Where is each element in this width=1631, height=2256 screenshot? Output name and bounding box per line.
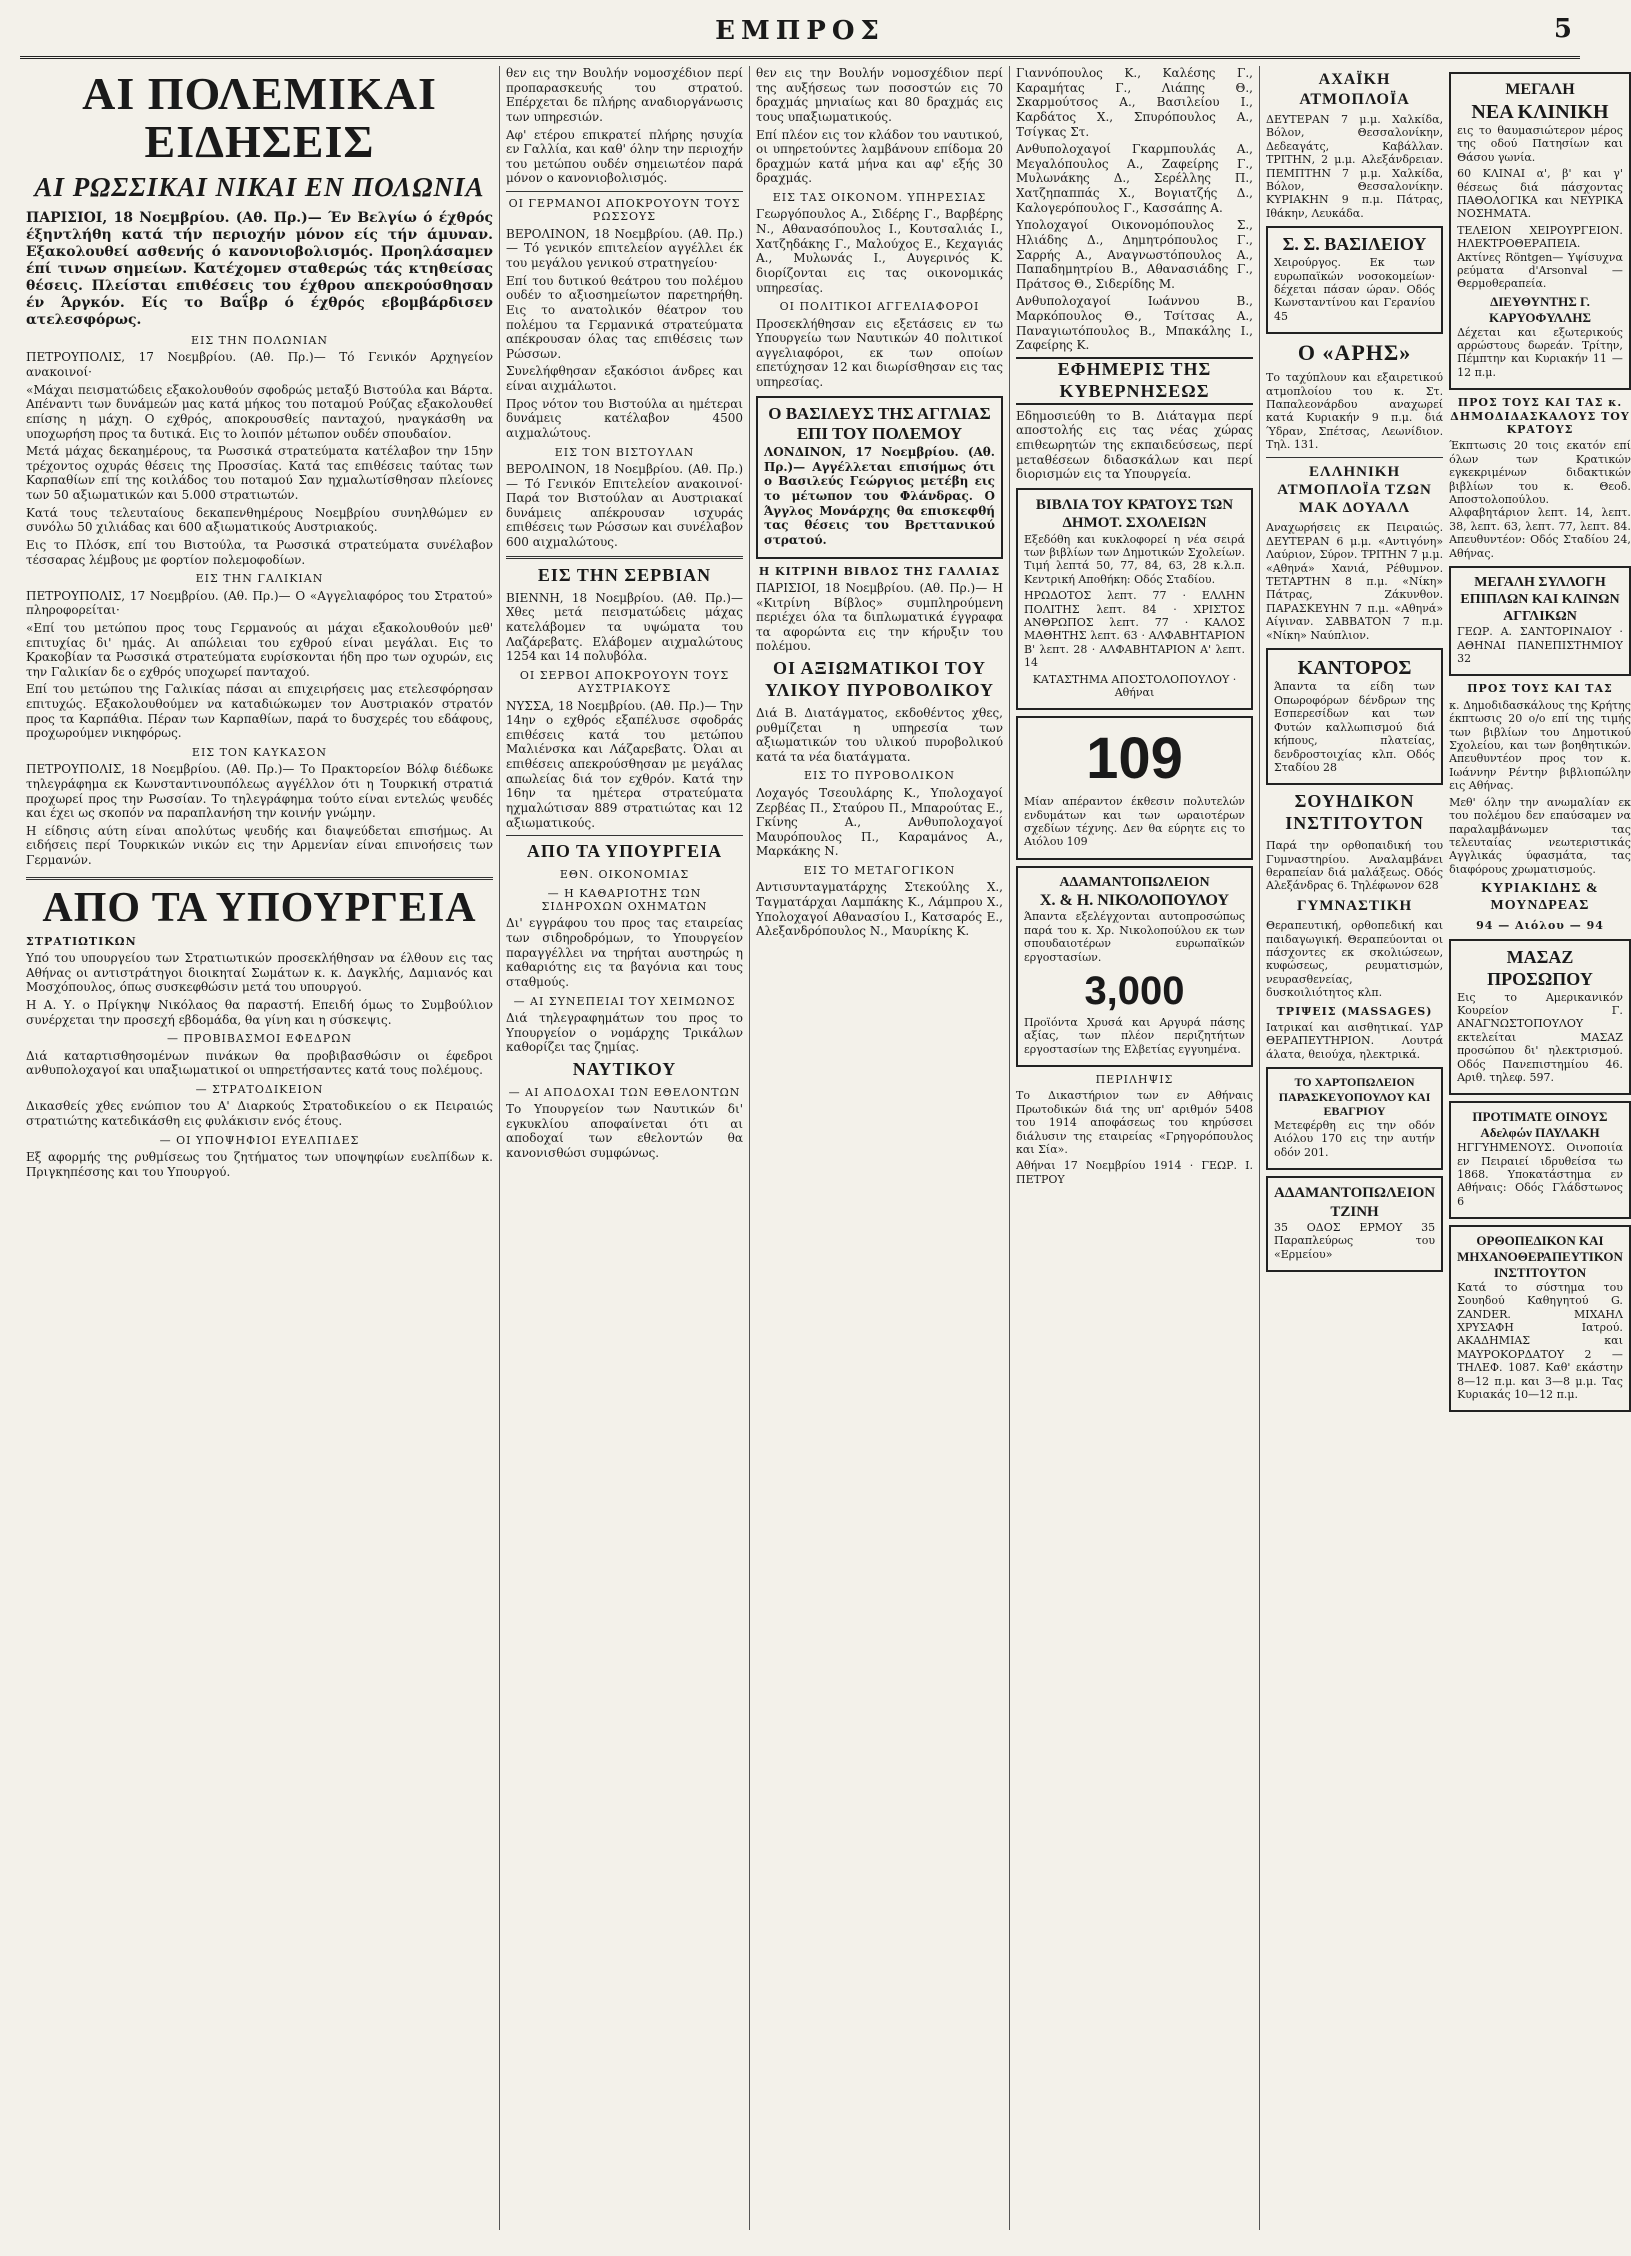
article-paragraph: Εξ αφορμής της ρυθμίσεως του ζητήματος των υποψηφίων ευελπίδων κ. Πριγκηπέσσης και του Υπουργού. xyxy=(26,1150,493,1179)
article-paragraph: Ανθυπολοχαγοί Γκαρμπουλάς Α., Μεγαλόπουλος Α., Ζαφείρης Γ., Μυλωνάκης Δ., Σερέλλης Π., Χατζηπαππάς Χ., Βογιατζής Δ., Καλογερόπουλος Γ., Κασσάπης Α. xyxy=(1016,142,1253,215)
ad-address: ΚΑΤΑΣΤΗΜΑ ΑΠΟΣΤΟΛΟΠΟΥΛΟΥ · Αθήναι xyxy=(1032,672,1237,699)
article-paragraph: ΠΕΤΡΟΥΠΟΛΙΣ, 17 Νοεμβρίου. (Αθ. Πρ.)— Ο «Αγγελιαφόρος του Στρατού» πληροφορείται· xyxy=(26,588,493,618)
divider xyxy=(506,191,743,192)
divider xyxy=(506,556,743,559)
box-title: Ο ΒΑΣΙΛΕΥΣ ΤΗΣ ΑΓΓΛΙΑΣ ΕΠΙ ΤΟΥ ΠΟΛΕΜΟΥ xyxy=(768,403,991,444)
article-paragraph: Υπό του υπουργείου των Στρατιωτικών προσεκλήθησαν να έλθουν εις τας Αθήνας οι αντιστράτηγοι διοικηταί Σωμάτων κ. κ. Δαγκλής, Δαμιανός και Μοσχόπουλος, όπως συσκεφθώσιν μετά του υπουργού. xyxy=(26,951,493,995)
ad-text: ΗΓΓΥΗΜΕΝΟΥΣ. Οινοποιία εν Πειραιεί ιδρυθείσα τω 1868. Υποκατάστημα εν Αθήναις: Οδός Γλάδστωνος 6 xyxy=(1457,1141,1623,1208)
ad-text: Εις το Αμερικανικόν Κουρείον Γ. ΑΝΑΓΝΩΣΤΟΠΟΥΛΟΥ εκτελείται ΜΑΣΑΖ προσώπου δι' ηλεκτρισμού. Οδός Πανεπιστημίου 46. Αριθ. τηλεφ. 597. xyxy=(1457,990,1623,1085)
section-title: — ΠΡΟΒΙΒΑΣΜΟΙ ΕΦΕΔΡΩΝ xyxy=(166,1032,353,1046)
ad-title: ΣΟΥΗΔΙΚΟΝ ΙΝΣΤΙΤΟΥΤΟΝ xyxy=(1285,791,1424,834)
ad-title: ΠΡΟΣ ΤΟΥΣ ΚΑΙ ΤΑΣ xyxy=(1467,682,1613,696)
ad-title: Σ. Σ. ΒΑΣΙΛΕΙΟΥ xyxy=(1282,234,1427,255)
ad-text: Μεθ' όλην την ανωμαλίαν εκ του πολέμου δεν επαύσαμεν να παραλαμβάνωμεν τας τελευταίας νεωτεριστικάς Αγγλικάς ύφασμάτα, τας διαφόρους χρωματισμούς. xyxy=(1449,795,1631,876)
ad-text: Κατά το σύστημα του Σουηδού Καθηγητού G. ZANDER. ΜΙΧΑΗΛ ΧΡΥΣΑΦΗ Ιατρού. ΑΚΑΔΗΜΙΑΣ και ΜΑΥΡΟΚΟΡΔΑΤΟΥ 2 — ΤΗΛΕΦ. 1087. Καθ' εκάστην 8—12 π.μ. και 3—8 μ.μ. Τας Κυριακάς 10—12 π.μ. xyxy=(1457,1280,1623,1402)
section-title: ΟΙ ΣΕΡΒΟΙ ΑΠΟΚΡΟΥΟΥΝ ΤΟΥΣ ΑΥΣΤΡΙΑΚΟΥΣ xyxy=(519,668,730,696)
column-1 xyxy=(20,66,500,2230)
ad-text: Έκπτωσις 20 τοις εκατόν επί όλων των Κρατικών εγκεκριμένων διδακτικών βιβλίων του κ. Θεοδ. Αποστολοπούλου. Αλφαβητάριον λεπτ. 14, λεπτ. 38, λεπτ. 63, λεπτ. 77, λεπτ. 84. Απευθυντέον: Οδός Σταδίου 24, Αθήνας. xyxy=(1449,439,1631,560)
ad-title: ΑΔΑΜΑΝΤΟΠΩΛΕΙΟΝ xyxy=(1059,874,1210,890)
ad-title: ΠΡΟΣ ΤΟΥΣ ΚΑΙ ΤΑΣ κ. ΔΗΜΟΔΙΔΑΣΚΑΛΟΥΣ ΤΟΥ ΚΡΑΤΟΥΣ xyxy=(1450,396,1630,436)
ad-title: Ο «ΑΡΗΣ» xyxy=(1297,340,1412,366)
section-headline: ΑΠΟ ΤΑ ΥΠΟΥΡΓΕΙΑ xyxy=(526,841,723,862)
article-paragraph: ΒΙΕΝΝΗ, 18 Νοεμβρίου. (Αθ. Πρ.)— Χθες μετά πεισματώδεις μάχας κατελάβομεν τα υψώματα του Λαζάρεβατς. Ελάβομεν αιχμαλώτους 1254 και 14 πολυβόλα. xyxy=(506,590,743,664)
section-headline: ΕΙΣ ΤΗΝ ΣΕΡΒΙΑΝ xyxy=(537,564,712,585)
article-paragraph: Διά Β. Διατάγματος, εκδοθέντος χθες, ρυθμίζεται η υπηρεσία των αξιωματικών του υλικού πυροβολικού κατά τα νέα διατάγματα. xyxy=(756,705,1003,764)
article-paragraph: Διά τηλεγραφημάτων του προς το Υπουργείον ο νομάρχης Τρικάλων καθορίζει τας ζημίας. xyxy=(506,1010,743,1055)
section-title: ΣΤΡΑΤΙΩΤΙΚΩΝ xyxy=(26,934,137,948)
article-paragraph: ΠΕΤΡΟΥΠΟΛΙΣ, 17 Νοεμβρίου. (Αθ. Πρ.)— Τό Γενικόν Αρχηγείον ανακοινοί· xyxy=(26,350,493,380)
ad-text: κ. Δημοδιδασκάλους της Κρήτης έκπτωσις 20 ο/ο επί της τιμής των βιβλίων του Δημοτικού Σχολείου, και των βοηθητικών. Απευθυντέον προς τον κ. Ιωάννην Ρέντην βιβλιοπώλην εις Αθήνας. xyxy=(1449,698,1631,793)
column-5 xyxy=(1260,66,1631,2230)
article-paragraph: Ανθυπολοχαγοί Ιωάννου Β., Μαρκόπουλος Θ., Τσίτσας Α., Παναγιωτόπουλος Β., Μπακάλης Ι., Ζαφείρης Κ. xyxy=(1016,294,1253,353)
ad-text: Προϊόντα Χρυσά και Αργυρά πάσης αξίας, των πλέον περιζητήτων εργοστασίων της Ελβετίας εγγυημένα. xyxy=(1024,1015,1245,1056)
article-paragraph: ΝΥΣΣΑ, 18 Νοεμβρίου. (Αθ. Πρ.)— Την 14ην ο εχθρός εξαπέλυσε σφοδράς επιθέσεις κατά του μετώπου Μαλιένσκα και Λάζαρεβατς. Όλαι αι επιθέσεις απεκρούσθησαν με μεγάλας απωλείας διά τον εχθρόν. Κατά την 16ην τα ημέτερα στρατεύματα ηχμαλώτισαν 889 στρατιώτας και 12 αξιωματικούς. xyxy=(506,698,743,830)
ad-title: Χ. & Η. ΝΙΚΟΛΟΠΟΥΛΟΥ xyxy=(1039,891,1230,909)
article-paragraph: Επί του δυτικού θεάτρου του πολέμου ουδέν το αξιοσημείωτον παρετηρήθη. Εις το ανατολικόν θέατρον του πολέμου τα Γερμανικά στρατεύματα απέκρουσαν όλας τας επιθέσεις των Ρώσσων. xyxy=(506,273,743,361)
ad-orthopedic xyxy=(1449,1225,1631,1412)
ad-109 xyxy=(1016,716,1253,859)
section-title: ΕΘΝ. ΟΙΚΟΝΟΜΙΑΣ xyxy=(559,868,690,882)
article-paragraph: ΠΕΤΡΟΥΠΟΛΙΣ, 18 Νοεμβρίου. (Αθ. Πρ.)— Το Πρακτορείον Βόλφ διέδωκε τηλεγράφημα εκ Κωνσταντινουπόλεως αγγέλλον ότι η Τουρκική στρατιά προχωρεί προς την Ρωσσίαν. Το τηλεγράφημα τούτο είναι εντελώς ψευδές και έχει ως σκοπόν να παραπλανήση την κοινήν γνώμην. xyxy=(26,762,493,821)
article-paragraph: Προς νότον του Βιστούλα αι ημέτεραι δυνάμεις κατέλαβον 4500 αιχμαλώτους. xyxy=(506,396,743,440)
article-paragraph: ΒΕΡΟΛΙΝΟΝ, 18 Νοεμβρίου. (Αθ. Πρ.)— Τό Γενικόν Επιτελείον ανακοινοί· Παρά τον Βιστούλαν αι Αυστριακαί δυνάμεις απέκρουσαν ισχυράς επιθέσεις των Ρώσσων και συνέλαβον 600 αιχμαλώτους. xyxy=(506,461,743,550)
ad-text: Μίαν απέραντον έκθεσιν πολυτελών ενδυμάτων και των ωραιοτέρων σχεδίων τέχνης. Δεν θα εύρητε εις το Αιόλου 109 xyxy=(1024,795,1245,849)
divider xyxy=(26,877,493,880)
signature: Αθήναι 17 Νοεμβρίου 1914 · ΓΕΩΡ. Ι. ΠΕΤΡΟΥ xyxy=(1016,1159,1253,1186)
ad-text: Άπαντα τα είδη των Οπωροφόρων δένδρων της Εσπερεσίδων και των Φυτών καλλωπισμού διά κήπους, πλατείας, δενδροστοιχίας κλπ. Οδός Σταδίου 28 xyxy=(1274,680,1436,774)
ad-stationery xyxy=(1266,1067,1443,1170)
section-title: ΕΙΣ ΤΟ ΠΥΡΟΒΟΛΙΚΟΝ xyxy=(803,769,956,783)
box-text: ΛΟΝΔΙΝΟΝ, 17 Νοεμβρίου. (Αθ. Πρ.)— Αγγέλλεται επισήμως ότι ο Βασιλεύς Γεώργιος μετέβη εις το μέτωπον του Φλάνδρας. Ο Άγγλος Μονάρχης θα επισκεφθή τας θέσεις του Βρεττανικού στρατού. xyxy=(764,445,995,547)
ad-clinic xyxy=(1449,72,1631,390)
main-headline: ΑΙ ΠΟΛΕΜΙΚΑΙ ΕΙΔΗΣΕΙΣ xyxy=(82,68,437,168)
ad-address: 94 — Αιόλου — 94 xyxy=(1476,919,1604,933)
article-paragraph: ΠΑΡΙΣΙΟΙ, 18 Νοεμβρίου. (Αθ. Πρ.)— Η «Κιτρίνη Βίβλος» συμπληρούμενη περιέχει όλα τα διπλωματικά έγγραφα τα αφορώντα εις την κήρυξιν του πολέμου. xyxy=(756,580,1003,654)
article-paragraph: «Επί του μετώπου προς τους Γερμανούς αι μάχαι εξακολουθούν μεθ' επιτυχίας δι' ημάς. Αι απώλειαι του εχθρού είναι μεγάλαι. Εις το Κρακοβίαν τα Ρωσσικά στρατεύματα ευρίσκονται ήδη προ των οχυρών, εις την Γαλικίαν δε ο εχθρός υποχωρεί πανταχού. xyxy=(26,620,493,679)
article-paragraph: Μετά μάχας δεκαημέρους, τα Ρωσσικά στρατεύματα κατέλαβον την 15ην τρέχοντος οχυράς θέσεις της Προσσίας. Κατά τας επιθέσεις ταύτας των Καρπαθίων επί της κοιλάδος του ποταμού Σαν ηχμαλωτίσθησαν πλείονες των 50 αξιωματικών και 5.000 στρατιωτών. xyxy=(26,444,493,503)
ministries-headline: ΑΠΟ ΤΑ ΥΠΟΥΡΓΕΙΑ xyxy=(42,884,477,931)
news-box xyxy=(756,396,1003,559)
newspaper-title: ΕΜΠΡΟΣ xyxy=(715,16,885,46)
article-paragraph: Η Α. Υ. ο Πρίγκηψ Νικόλαος θα παραστή. Επειδή όμως το Συμβούλιον συνέρχεται την προσεχή εβδομάδα, θα γίνη και η σύσκεψις. xyxy=(26,998,493,1027)
ad-kantoros xyxy=(1266,648,1443,785)
article-paragraph: Υπολοχαγοί Οικονομόπουλος Σ., Ηλιάδης Δ., Δημητρόπουλος Γ., Σαρρής Α., Αναγνωστόπουλος Α., Παπαδημητρίου Β., Αθανασιάδης Γ., Πράτσος Θ., Σιδερίδης Μ. xyxy=(1016,218,1253,291)
section-title: ΕΙΣ ΤΗΝ ΓΑΛΙΚΙΑΝ xyxy=(195,572,324,586)
ad-text: ΓΕΩΡ. Α. ΣΑΝΤΟΡΙΝΑΙΟΥ · ΑΘΗΝΑΙ ΠΑΝΕΠΙΣΤΗΜΙΟΥ 32 xyxy=(1457,625,1623,666)
article-paragraph: Αφ' ετέρου επικρατεί πλήρης ησυχία εν Γαλλία, και καθ' όλην την περιοχήν του μετώπου ουδέν σημειωτέον παρά μόνον ο κανονιοβολισμός. xyxy=(506,127,743,186)
sub-headline: ΑΙ ΡΩΣΣΙΚΑΙ ΝΙΚΑΙ ΕΝ ΠΟΛΩΝΙΑ xyxy=(34,171,485,202)
ad-title: ΑΔΑΜΑΝΤΟΠΩΛΕΙΟΝ ΤΖΙΝΗ xyxy=(1274,1185,1436,1220)
ad-text: ΤΕΛΕΙΟΝ ΧΕΙΡΟΥΡΓΕΙΟΝ. ΗΛΕΚΤΡΟΘΕΡΑΠΕΙΑ. Ακτίνες Röntgen— Υψίσυχνα ρεύματα d'Arsonval — Θερμοθεραπεία. xyxy=(1457,223,1623,291)
ad-tzini xyxy=(1266,1176,1443,1272)
ad-title: ΔΙΕΥΘΥΝΤΗΣ Γ. ΚΑΡΥΟΦΥΛΛΗΣ xyxy=(1488,293,1591,325)
article-paragraph: Το Δικαστήριον των εν Αθήναις Πρωτοδικών διά της υπ' αριθμόν 5408 του 1914 αποφάσεως του κηρύσσει διάλυσιν της εταιρείας «Γρηγορόπουλος και Σία». xyxy=(1016,1089,1253,1157)
article-paragraph: Λοχαγός Τσεουλάρης Κ., Υπολοχαγοί Ζερβέας Π., Σταύρου Π., Μπαρούτας Ε., Γκίνης Α., Ανθυπολοχαγοί Μαυρόπουλος Π., Καραμάνος Α., Μαρκάκης Ν. xyxy=(756,785,1003,859)
section-title: ΟΙ ΠΟΛΙΤΙΚΟΙ ΑΓΓΕΛΙΑΦΟΡΟΙ xyxy=(779,300,980,314)
ad-text: Εξεδόθη και κυκλοφορεί η νέα σειρά των βιβλίων των Δημοτικών Σχολείων. Τιμή λεπτά 50, 77, 84, 63, 28 κ.λ.π. Κεντρική Αποθήκη: Οδός Σταδίου. xyxy=(1024,532,1245,586)
article-paragraph: θεν εις την Βουλήν νομοσχέδιον περί της αυξήσεως των ποσοστών εις 70 δραχμάς μηνιαίως και 80 δραχμάς εις τους υπαξιωματικούς. xyxy=(756,66,1003,124)
section-title: ΠΕΡΙΛΗΨΙΣ xyxy=(1095,1072,1174,1086)
column-2 xyxy=(500,66,750,2230)
ad-text: Το ταχύπλουν και εξαιρετικού ατμοπλοίου του κ. Στ. Παπαλεονάρδου αναχωρεί κατά Κυριακήν 9 π.μ. διά Ύδραν, Σπέτσας, Λεωνίδιον. Τηλ. 131. xyxy=(1266,371,1444,452)
ad-number: 109 xyxy=(1086,726,1183,792)
section-title: — ΣΤΡΑΤΟΔΙΚΕΙΟΝ xyxy=(195,1082,324,1096)
article-paragraph: Κατά τους τελευταίους δεκαπενθημέρους Νοεμβρίου συνηλθώμεν εν συνόλω 50 χιλιάδας και 600 αξιωματικούς Αυστριακούς. xyxy=(26,505,493,535)
article-paragraph: Εδημοσιεύθη το Β. Διάταγμα περί αποστολής εις τας νέας χώρας επιθεωρητών της εκπαιδεύσεως, περί μεταθέσεων διδασκάλων και περί διορισμών εις τα Υπουργεία. xyxy=(1016,408,1253,482)
article-paragraph: Εις το Πλόσκ, επί του Βιστούλα, τα Ρωσσικά στρατεύματα συνέλαβον τέσσαρας λέμβους με φορτίον πολεμοφοδίων. xyxy=(26,537,493,567)
section-headline: ΝΑΥΤΙΚΟΥ xyxy=(572,1058,677,1079)
divider xyxy=(1266,457,1443,458)
article-paragraph: «Μάχαι πεισματώδεις εξακολουθούν σφοδρώς μεταξύ Βιστούλα και Βάρτα. Απέναντι των δυνάμεών μας κατά μήκος του ποταμού Ρούζας εξακολουθεί επίσης η μάχη. Ο εχθρός, αποκρουσθείς πανταχού, ηναγκάσθη να υποχωρήση προς τα δυτικά. Εις το λοιπόν μέτωπον ουδέν σπουδαίον. xyxy=(26,382,493,441)
ad-text: Μετεφέρθη εις την οδόν Αιόλου 170 εις την αυτήν οδόν 201. xyxy=(1274,1119,1436,1159)
ad-title: ΚΑΝΤΟΡΟΣ xyxy=(1297,657,1412,680)
ad-title: ΚΥΡΙΑΚΙΔΗΣ & ΜΟΥΝΔΡΕΑΣ xyxy=(1481,881,1599,914)
ads-right xyxy=(1449,66,1631,2230)
section-title: ΕΙΣ ΤΟ ΜΕΤΑΓΟΓΙΚΟΝ xyxy=(803,864,956,877)
section-headline: ΕΦΗΜΕΡΙΣ ΤΗΣ ΚΥΒΕΡΝΗΣΕΩΣ xyxy=(1016,357,1253,405)
section-title: ΕΙΣ ΤΗΝ ΠΟΛΩΝΙΑΝ xyxy=(191,334,328,348)
ads-left xyxy=(1266,66,1443,2230)
column-4 xyxy=(1010,66,1260,2230)
ad-title: ΝΕΑ ΚΛΙΝΙΚΗ xyxy=(1471,100,1609,123)
article-paragraph: Δικασθείς χθες ενώπιον του Α' Διαρκούς Στρατοδικείου ο εκ Πειραιώς στρατιώτης κατεδικάσθη εις φυλάκισιν ενός έτους. xyxy=(26,1099,493,1128)
ad-title: ΑΧΑΪΚΗ ΑΤΜΟΠΛΟΪΑ xyxy=(1299,71,1410,108)
section-title: — Η ΚΑΘΑΡΙΟΤΗΣ ΤΩΝ ΣΙΔΗΡΟΧΩΝ ΟΧΗΜΑΤΩΝ xyxy=(541,886,708,913)
masthead xyxy=(20,10,1580,59)
article-paragraph: Συνελήφθησαν εξακόσιοι άνδρες και είναι αιχμάλωτοι. xyxy=(506,364,743,394)
ad-title: ΟΡΘΟΠΕΔΙΚΟΝ ΚΑΙ ΜΗΧΑΝΟΘΕΡΑΠΕΥΤΙΚΟΝ ΙΝΣΤΙΤΟΥΤΟΝ xyxy=(1457,1233,1623,1280)
ad-text: 60 ΚΛΙΝΑΙ α', β' και γ' θέσεως διά πάσχοντας ΠΑΘΟΛΟΓΙΚΑ και ΝΕΥΡΙΚΑ ΝΟΣΗΜΑΤΑ. xyxy=(1457,167,1623,221)
section-title: ΕΙΣ ΤΟΝ ΚΑΥΚΑΣΟΝ xyxy=(191,745,328,759)
article-paragraph: Δι' εγγράφου του προς τας εταιρείας των σιδηροδρόμων, το Υπουργείον παραγγέλλει να τηρήται αυστηρώς η καθαριότης εις τα βαγόνια και τους σταθμούς. xyxy=(506,916,743,989)
ad-text: Ιατρικαί και αισθητικαί. ΥΔΡ ΘΕΡΑΠΕΥΤΗΡΙΟΝ. Λουτρά άλατα, θειούχα, ηλεκτρικά. xyxy=(1266,1020,1444,1061)
ad-title: ΕΛΛΗΝΙΚΗ ΑΤΜΟΠΛΟΪΑ ΤΖΩΝ ΜΑΚ ΔΟΥΑΛΛ xyxy=(1277,463,1432,517)
ad-text: Άπαντα εξελέγχονται αυτοπροσώπως παρά του κ. Χρ. Νικολοπούλου εκ των σπουδαιοτέρων ευρωπαϊκών εργοστασίων. xyxy=(1024,910,1245,964)
ad-text: εις το θαυμασιώτερον μέρος της οδού Πατησίων και Θάσου γωνία. xyxy=(1457,123,1623,164)
article-paragraph: Διά καταρτισθησομένων πινάκων θα προβιβασθώσιν οι έφεδροι ανθυπολοχαγοί και υπαξιωματικοί οι υπηρετήσαντες κατά τους πολέμους. xyxy=(26,1048,493,1078)
ad-wine xyxy=(1449,1101,1631,1219)
ad-text: ΔΕΥΤΕΡΑΝ 7 μ.μ. Χαλκίδα, Βόλον, Θεσσαλονίκην, Δεδεαγάτς, Καβάλλαν. ΤΡΙΤΗΝ, 2 μ.μ. Αλεξάνδρειαν. ΠΕΜΠΤΗΝ 7 μ.μ. Χαλκίδα, Βόλον, Θεσσαλονίκην. ΚΥΡΙΑΚΗΝ 9 π.μ. Πάτρας, Ιθάκην, Λευκάδα. xyxy=(1266,113,1444,220)
ad-text: ΗΡΩΔΟΤΟΣ λεπτ. 77 · ΕΛΛΗΝ ΠΟΛΙΤΗΣ λεπτ. 84 · ΧΡΙΣΤΟΣ ΑΝΘΡΩΠΟΣ λεπτ. 77 · ΚΑΛΟΣ ΜΑΘΗΤΗΣ λεπτ. 63 · ΑΛΦΑΒΗΤΑΡΙΟΝ Β' λεπτ. 28 · ΑΛΦΑΒΗΤΑΡΙΟΝ Α' λεπτ. 14 xyxy=(1024,589,1245,670)
ad-title: ΤΟ ΧΑΡΤΟΠΩΛΕΙΟΝ ΠΑΡΑΣΚΕΥΟΠΟΥΛΟΥ ΚΑΙ ΕΒΑΓΡΙΟΥ xyxy=(1278,1075,1431,1119)
article-paragraph: Επί πλέον εις τον κλάδον του ναυτικού, οι υπηρετούντες λαμβάνουν επίδομα 20 δραχμών κατά μήνα και αφ' εξής 30 δραχμάς. xyxy=(756,127,1003,186)
section-title: ΕΙΣ ΤΑΣ ΟΙΚΟΝΟΜ. ΥΠΗΡΕΣΙΑΣ xyxy=(772,191,987,204)
article-paragraph: Προσεκλήθησαν εις εξετάσεις εν τω Υπουργείω των Ναυτικών 40 πολιτικοί αγγελιαφόροι, εκ των οποίων επετύχησαν 12 και διωρίσθησαν εις τας υπηρεσίας. xyxy=(756,316,1003,390)
article-paragraph: Επί του μετώπου της Γαλικίας πάσαι αι επιχειρήσεις μας ετελεσφόρησαν επιτυχώς. Εξακολουθούμεν να καταδιώκωμεν τον Αυστριακόν στρατόν προς τα Καρπάθια. Πέραν των Καρπαθίων, παρά το δυσχερές του εδάφους, προχωρούμεν νικηφόρως. xyxy=(26,682,493,741)
article-paragraph: Το Υπουργείον των Ναυτικών δι' εγκυκλίου αποφαίνεται ότι αι αποδοχαί των εθελοντών θα κανονισθώσι συμφώνως. xyxy=(506,1102,743,1161)
section-title: ΕΙΣ ΤΟΝ ΒΙΣΤΟΥΛΑΝ xyxy=(554,445,695,459)
ad-massage xyxy=(1449,939,1631,1096)
divider xyxy=(506,835,743,836)
lead-dispatch: ΠΑΡΙΣΙΟΙ, 18 Νοεμβρίου. (Αθ. Πρ.)— Έν Βελγίω ό έχθρός έξηντλήθη κατά τήν περιοχήν μόνον είς τήν άμυναν. Εξακολουθεί ασθενής ό κανονιοβολισμός. Προηλάσαμεν έπί τινων σημείων. Κατέχομεν σταθερώς τάς κτηθείσας θέσεις. Πλείσται επιθέσεις του έχθρου απεκρούσθησαν έν Άργκόν. Είς το Βαΐβρ ό έχθρός εβομβάρδισεν ατελεσφόρως. xyxy=(26,209,493,328)
article-paragraph: θεν εις την Βουλήν νομοσχέδιον περί προπαρασκευής του στρατού. Επέρχεται δε πλήρης αναδιοργάνωσις των υπηρεσιών. xyxy=(506,66,743,124)
section-title: — ΑΙ ΑΠΟΔΟΧΑΙ ΤΩΝ ΕΘΕΛΟΝΤΩΝ xyxy=(508,1085,741,1099)
ad-title: ΒΙΒΛΙΑ ΤΟΥ ΚΡΑΤΟΥΣ ΤΩΝ ΔΗΜΟΤ. ΣΧΟΛΕΙΩΝ xyxy=(1035,496,1234,532)
column-3 xyxy=(750,66,1010,2230)
ad-title: ΠΡΟΤΙΜΑΤΕ ΟΙΝΟΥΣ Αδελφών ΠΑΥΛΑΚΗ xyxy=(1472,1109,1608,1141)
section-headline: ΟΙ ΑΞΙΩΜΑΤΙΚΟΙ ΤΟΥ ΥΛΙΚΟΥ ΠΥΡΟΒΟΛΙΚΟΥ xyxy=(764,658,995,701)
ad-text: Χειρούργος. Εκ των ευρωπαϊκών νοσοκομείων· δέχεται πάσαν ώραν. Οδός Κωνσταντίνου και Γερανίου 45 xyxy=(1274,256,1436,323)
ad-title: ΜΑΣΑΖ ΠΡΟΣΩΠΟΥ xyxy=(1487,946,1593,989)
ad-jeweller xyxy=(1016,866,1253,1067)
ad-furniture xyxy=(1449,566,1631,676)
page-number: 5 xyxy=(1553,14,1572,44)
ad-title: ΜΕΓΑΛΗ ΣΥΛΛΟΓΗ ΕΠΙΠΛΩΝ ΚΑΙ ΚΛΙΝΩΝ ΑΓΓΛΙΚΩΝ xyxy=(1460,575,1620,625)
article-paragraph: Αντισυνταγματάρχης Στεκούλης Χ., Ταγματάρχαι Λαμπάκης Κ., Λάμπρου Χ., Υπολοχαγοί Αθανασίου Ι., Κατσαρός Ε., Αλεξανδρόπουλος Ν., Μαυρίκης Κ. xyxy=(756,880,1003,939)
ad-text: Θεραπευτική, ορθοπεδική και παιδαγωγική. Θεραπεύονται οι πάσχοντες εκ σκολιώσεων, κυφώσεως, ρευματισμών, νευρασθενείας, δυσκοιλιότητος κλπ. xyxy=(1266,919,1444,1000)
article-paragraph: Γεωργόπουλος Α., Σιδέρης Γ., Βαρβέρης Ν., Αθανασόπουλος Ι., Κουτσαλιάς Ι., Χατζηδάκης Γ., Μαλούχος Ε., Κεχαγιάς Α., Μυλωνάς Ι., Αυγερινός Κ. διορίζονται εις τας οικονομικάς υπηρεσίας. xyxy=(756,207,1003,295)
section-title: ΟΙ ΓΕΡΜΑΝΟΙ ΑΠΟΚΡΟΥΟΥΝ ΤΟΥΣ ΡΩΣΣΟΥΣ xyxy=(508,197,741,224)
section-title: — ΑΙ ΣΥΝΕΠΕΙΑΙ ΤΟΥ ΧΕΙΜΩΝΟΣ xyxy=(513,994,736,1008)
article-paragraph: Γιαννόπουλος Κ., Καλέσης Γ., Καραμήτας Γ., Λιάπης Θ., Σκαρμούτσος Α., Βασιλείου Ι., Καρδάτος Χ., Σπυρόπουλος Α., Τσίγκας Στ. xyxy=(1016,66,1253,139)
ad-title: ΤΡΙΨΕΙΣ (MASSAGES) xyxy=(1276,1004,1433,1018)
article-paragraph: Η είδησις αύτη είναι απολύτως ψευδής και διαψεύδεται επισήμως. Αι ειδήσεις περί Τουρκικών νικών εις την Αρμενίαν είναι επινοήσεις των Γερμανών. xyxy=(26,823,493,868)
article-paragraph: ΒΕΡΟΛΙΝΟΝ, 18 Νοεμβρίου. (Αθ. Πρ.)— Τό γενικόν επιτελείον αγγέλλει έκ του μεγάλου γενικού στρατηγείου· xyxy=(506,226,743,271)
section-title: — ΟΙ ΥΠΟΨΗΦΙΟΙ ΕΥΕΛΠΙΔΕΣ xyxy=(159,1133,360,1147)
ad-surgeon xyxy=(1266,226,1443,334)
ad-title: ΜΕΓΑΛΗ xyxy=(1505,81,1575,98)
ad-books xyxy=(1016,488,1253,710)
ad-text: Δέχεται και εξωτερικούς αρρώστους δωρεάν. Τρίτην, Πέμπτην και Κυριακήν 11 — 12 π.μ. xyxy=(1457,325,1623,379)
newspaper-page xyxy=(20,10,1631,2230)
ad-number: 3,000 xyxy=(1084,968,1185,1013)
ad-text: Παρά την ορθοπαιδική του Γυμναστηρίου. Αναλαμβάνει θεραπείαν διά μαλάξεως. Οδός Αλεξάνδρας 6. Τηλέφωνον 628 xyxy=(1266,839,1444,893)
ad-title: ΓΥΜΝΑΣΤΙΚΗ xyxy=(1296,897,1413,914)
ad-text: 35 ΟΔΟΣ ΕΡΜΟΥ 35 Παραπλεύρως του «Ερμείου» xyxy=(1274,1220,1436,1261)
section-title: Η ΚΙΤΡΙΝΗ ΒΙΒΛΟΣ ΤΗΣ ΓΑΛΛΙΑΣ xyxy=(758,564,1001,578)
ad-text: Αναχωρήσεις εκ Πειραιώς. ΔΕΥΤΕΡΑΝ 6 μ.μ. «Αντιγόνη» Λαύριον, Σύρον. ΤΡΙΤΗΝ 7 μ.μ. «Αθηνά» Χανιά, Ρέθυμνον. ΤΕΤΑΡΤΗΝ 8 π.μ. «Νίκη» Πάτρας, Ζάκυνθον. ΠΑΡΑΣΚΕΥΗΝ 7 π.μ. «Αθηνά» Αίγιναν. ΣΑΒΒΑΤΟΝ 7 π.μ. «Νίκη» Ναύπλιον. xyxy=(1266,521,1444,642)
